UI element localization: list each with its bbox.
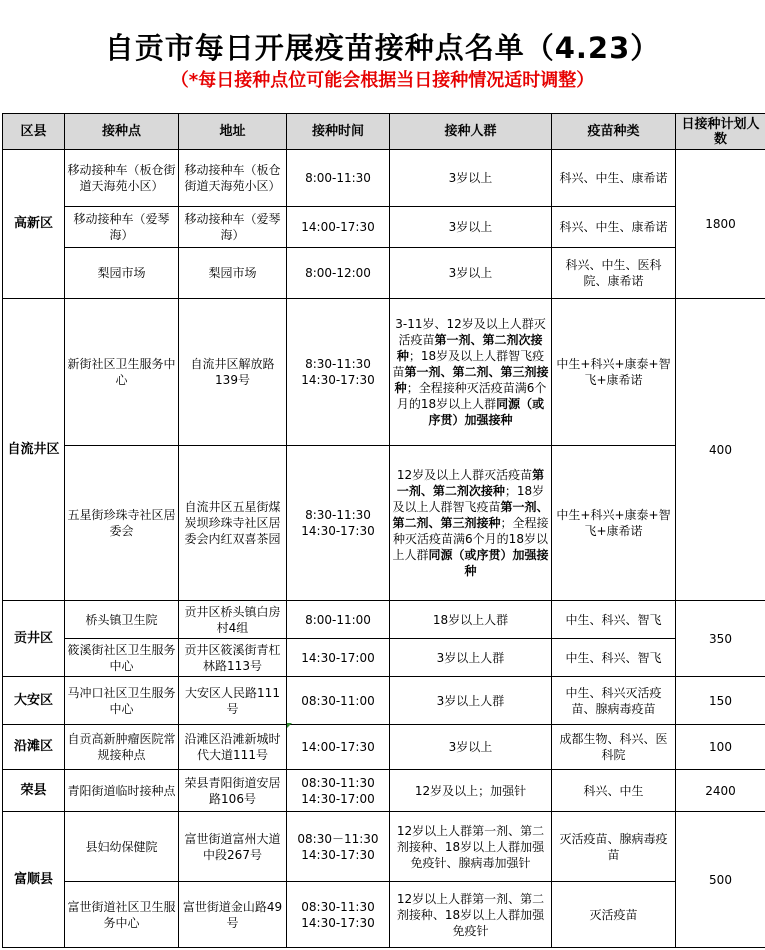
site-cell: 五星街珍珠寺社区居委会 bbox=[65, 446, 179, 601]
address-cell: 大安区人民路111号 bbox=[179, 677, 287, 725]
time-cell: 14:30-17:00 bbox=[287, 639, 390, 677]
plan-cell: 2400 bbox=[676, 770, 765, 812]
plan-cell: 500 bbox=[676, 812, 765, 948]
site-cell: 移动接种车（爱琴海） bbox=[65, 207, 179, 248]
vaccine-cell: 科兴、中生、康希诺 bbox=[552, 207, 676, 248]
time-line: 14:30-17:30 bbox=[301, 524, 375, 538]
time-line: 14:30-17:00 bbox=[301, 791, 375, 806]
cell-comment-marker bbox=[287, 723, 292, 728]
vaccine-cell: 中生+科兴+康泰+智飞+康希诺 bbox=[552, 446, 676, 601]
time-line: 08:30-11:30 bbox=[301, 899, 375, 914]
table-row bbox=[3, 248, 765, 299]
site-cell: 筱溪街社区卫生服务中心 bbox=[65, 639, 179, 677]
address-cell: 移动接种车（板仓街道天海苑小区） bbox=[179, 150, 287, 207]
time-cell: 8:00-12:00 bbox=[287, 248, 390, 299]
time-line: 8:30-11:30 bbox=[305, 357, 371, 371]
county-cell: 高新区 bbox=[3, 150, 65, 299]
address-cell: 移动接种车（爱琴海） bbox=[179, 207, 287, 248]
table-row bbox=[3, 639, 765, 677]
page-subtitle: （*每日接种点位可能会根据当日接种情况适时调整） bbox=[170, 70, 595, 91]
site-cell: 移动接种车（板仓街道天海苑小区） bbox=[65, 150, 179, 207]
site-cell: 富世街道社区卫生服务中心 bbox=[65, 882, 179, 948]
vaccine-cell: 中生、科兴灭活疫苗、腺病毒疫苗 bbox=[552, 677, 676, 725]
time-line: 14:30-17:30 bbox=[301, 847, 375, 862]
group-cell: 12岁及以上；加强针 bbox=[390, 770, 552, 812]
header-county: 区县 bbox=[3, 114, 65, 150]
group-cell: 3岁以上 bbox=[390, 725, 552, 770]
county-cell: 贡井区 bbox=[3, 601, 65, 677]
address-cell: 贡井区桥头镇白房村4组 bbox=[179, 601, 287, 639]
group-cell: 3岁以上人群 bbox=[390, 639, 552, 677]
address-cell: 荣县青阳街道安居路106号 bbox=[179, 770, 287, 812]
group-emphasis: 第一剂、第二剂次接种 bbox=[396, 468, 545, 498]
header-time: 接种时间 bbox=[287, 114, 390, 150]
table-row bbox=[3, 299, 765, 446]
time-line: 08:30－11:30 bbox=[297, 831, 379, 846]
header-address: 地址 bbox=[179, 114, 287, 150]
time-cell bbox=[287, 882, 390, 948]
address-cell: 富世街道金山路49号 bbox=[179, 882, 287, 948]
site-cell: 青阳街道临时接种点 bbox=[65, 770, 179, 812]
plan-cell: 1800 bbox=[676, 150, 765, 299]
vaccine-cell: 成都生物、科兴、医科院 bbox=[552, 725, 676, 770]
vaccine-cell: 灭活疫苗、腺病毒疫苗 bbox=[552, 812, 676, 882]
time-line: 14:30-17:30 bbox=[301, 915, 375, 930]
address-cell: 沿滩区沿滩新城时代大道111号 bbox=[179, 725, 287, 770]
county-cell: 自流井区 bbox=[3, 299, 65, 601]
time-cell: 08:30-11:00 bbox=[287, 677, 390, 725]
header-site: 接种点 bbox=[65, 114, 179, 150]
vaccine-cell: 科兴、中生、康希诺 bbox=[552, 150, 676, 207]
table-row bbox=[3, 770, 765, 812]
group-cell bbox=[390, 446, 552, 601]
vaccine-cell: 中生+科兴+康泰+智飞+康希诺 bbox=[552, 299, 676, 446]
address-cell: 富世街道富州大道中段267号 bbox=[179, 812, 287, 882]
group-cell: 18岁以上人群 bbox=[390, 601, 552, 639]
vaccination-site-table bbox=[2, 113, 765, 948]
group-text: ；全程接种灭活疫苗满6个月的18岁以上人群 bbox=[392, 516, 549, 562]
time-line: 14:30-17:30 bbox=[301, 373, 375, 387]
time-line: 08:30-11:30 bbox=[301, 775, 375, 790]
header-vaccine: 疫苗种类 bbox=[552, 114, 676, 150]
time-cell: 14:00-17:30 bbox=[287, 725, 390, 770]
table-row bbox=[3, 150, 765, 207]
group-text: ；18岁及以上人群智飞疫苗 bbox=[392, 484, 545, 514]
group-emphasis: 同源（或序贯）加强接种 bbox=[428, 397, 545, 427]
site-cell: 马冲口社区卫生服务中心 bbox=[65, 677, 179, 725]
group-cell: 12岁以上人群第一剂、第二剂接种、18岁以上人群加强免疫针 bbox=[390, 882, 552, 948]
address-cell: 梨园市场 bbox=[179, 248, 287, 299]
table-row bbox=[3, 812, 765, 882]
vaccine-cell: 科兴、中生、医科院、康希诺 bbox=[552, 248, 676, 299]
plan-cell: 150 bbox=[676, 677, 765, 725]
address-cell: 贡井区筱溪街青杠林路113号 bbox=[179, 639, 287, 677]
vaccine-cell: 中生、科兴、智飞 bbox=[552, 639, 676, 677]
group-emphasis: 第一剂、第二剂、第三剂接种 bbox=[392, 500, 549, 530]
address-cell: 自流井区五星街煤炭坝珍珠寺社区居委会内红双喜茶园 bbox=[179, 446, 287, 601]
table-row bbox=[3, 677, 765, 725]
group-emphasis: 第一剂、第二剂、第三剂接种 bbox=[394, 365, 549, 395]
site-cell: 新街社区卫生服务中心 bbox=[65, 299, 179, 446]
group-text: ；全程接种灭活疫苗满6个月的18岁以上人群 bbox=[396, 381, 547, 411]
group-cell bbox=[390, 299, 552, 446]
group-emphasis: 第一剂、第二剂次接种 bbox=[396, 333, 543, 363]
vaccine-cell: 科兴、中生 bbox=[552, 770, 676, 812]
site-cell: 县妇幼保健院 bbox=[65, 812, 179, 882]
time-cell bbox=[287, 812, 390, 882]
vaccine-cell: 灭活疫苗 bbox=[552, 882, 676, 948]
site-cell: 梨园市场 bbox=[65, 248, 179, 299]
county-cell: 富顺县 bbox=[3, 812, 65, 948]
table-row bbox=[3, 725, 765, 770]
table-row bbox=[3, 601, 765, 639]
plan-cell: 350 bbox=[676, 601, 765, 677]
time-cell bbox=[287, 446, 390, 601]
table-row bbox=[3, 882, 765, 948]
time-cell: 14:00-17:30 bbox=[287, 207, 390, 248]
site-cell: 自贡高新肿瘤医院常规接种点 bbox=[65, 725, 179, 770]
time-line: 8:30-11:30 bbox=[305, 508, 371, 522]
time-cell bbox=[287, 770, 390, 812]
plan-cell: 100 bbox=[676, 725, 765, 770]
group-text: 12岁及以上人群灭活疫苗 bbox=[396, 468, 533, 482]
group-emphasis: 同源（或序贯）加强接种 bbox=[428, 548, 549, 578]
county-cell: 大安区 bbox=[3, 677, 65, 725]
table-row bbox=[3, 207, 765, 248]
county-cell: 荣县 bbox=[3, 770, 65, 812]
group-cell: 3岁以上 bbox=[390, 248, 552, 299]
page-title: 自贡市每日开展疫苗接种点名单（4.23） bbox=[104, 31, 661, 65]
plan-cell: 400 bbox=[676, 299, 765, 601]
table-header-row bbox=[3, 114, 765, 150]
time-cell bbox=[287, 299, 390, 446]
site-cell: 桥头镇卫生院 bbox=[65, 601, 179, 639]
table-row bbox=[3, 446, 765, 601]
vaccine-cell: 中生、科兴、智飞 bbox=[552, 601, 676, 639]
time-cell: 8:00-11:30 bbox=[287, 150, 390, 207]
address-cell: 自流井区解放路139号 bbox=[179, 299, 287, 446]
group-cell: 3岁以上 bbox=[390, 150, 552, 207]
group-cell: 3岁以上人群 bbox=[390, 677, 552, 725]
group-cell: 12岁以上人群第一剂、第二剂接种、18岁以上人群加强免疫针、腺病毒加强针 bbox=[390, 812, 552, 882]
header-group: 接种人群 bbox=[390, 114, 552, 150]
header-plan: 日接种计划人数 bbox=[676, 114, 765, 150]
group-cell: 3岁以上 bbox=[390, 207, 552, 248]
time-cell: 8:00-11:00 bbox=[287, 601, 390, 639]
group-text: 3-11岁、12岁及以上人群灭活疫苗 bbox=[395, 317, 546, 347]
county-cell: 沿滩区 bbox=[3, 725, 65, 770]
group-text: ；18岁及以上人群智飞疫苗 bbox=[392, 349, 545, 379]
